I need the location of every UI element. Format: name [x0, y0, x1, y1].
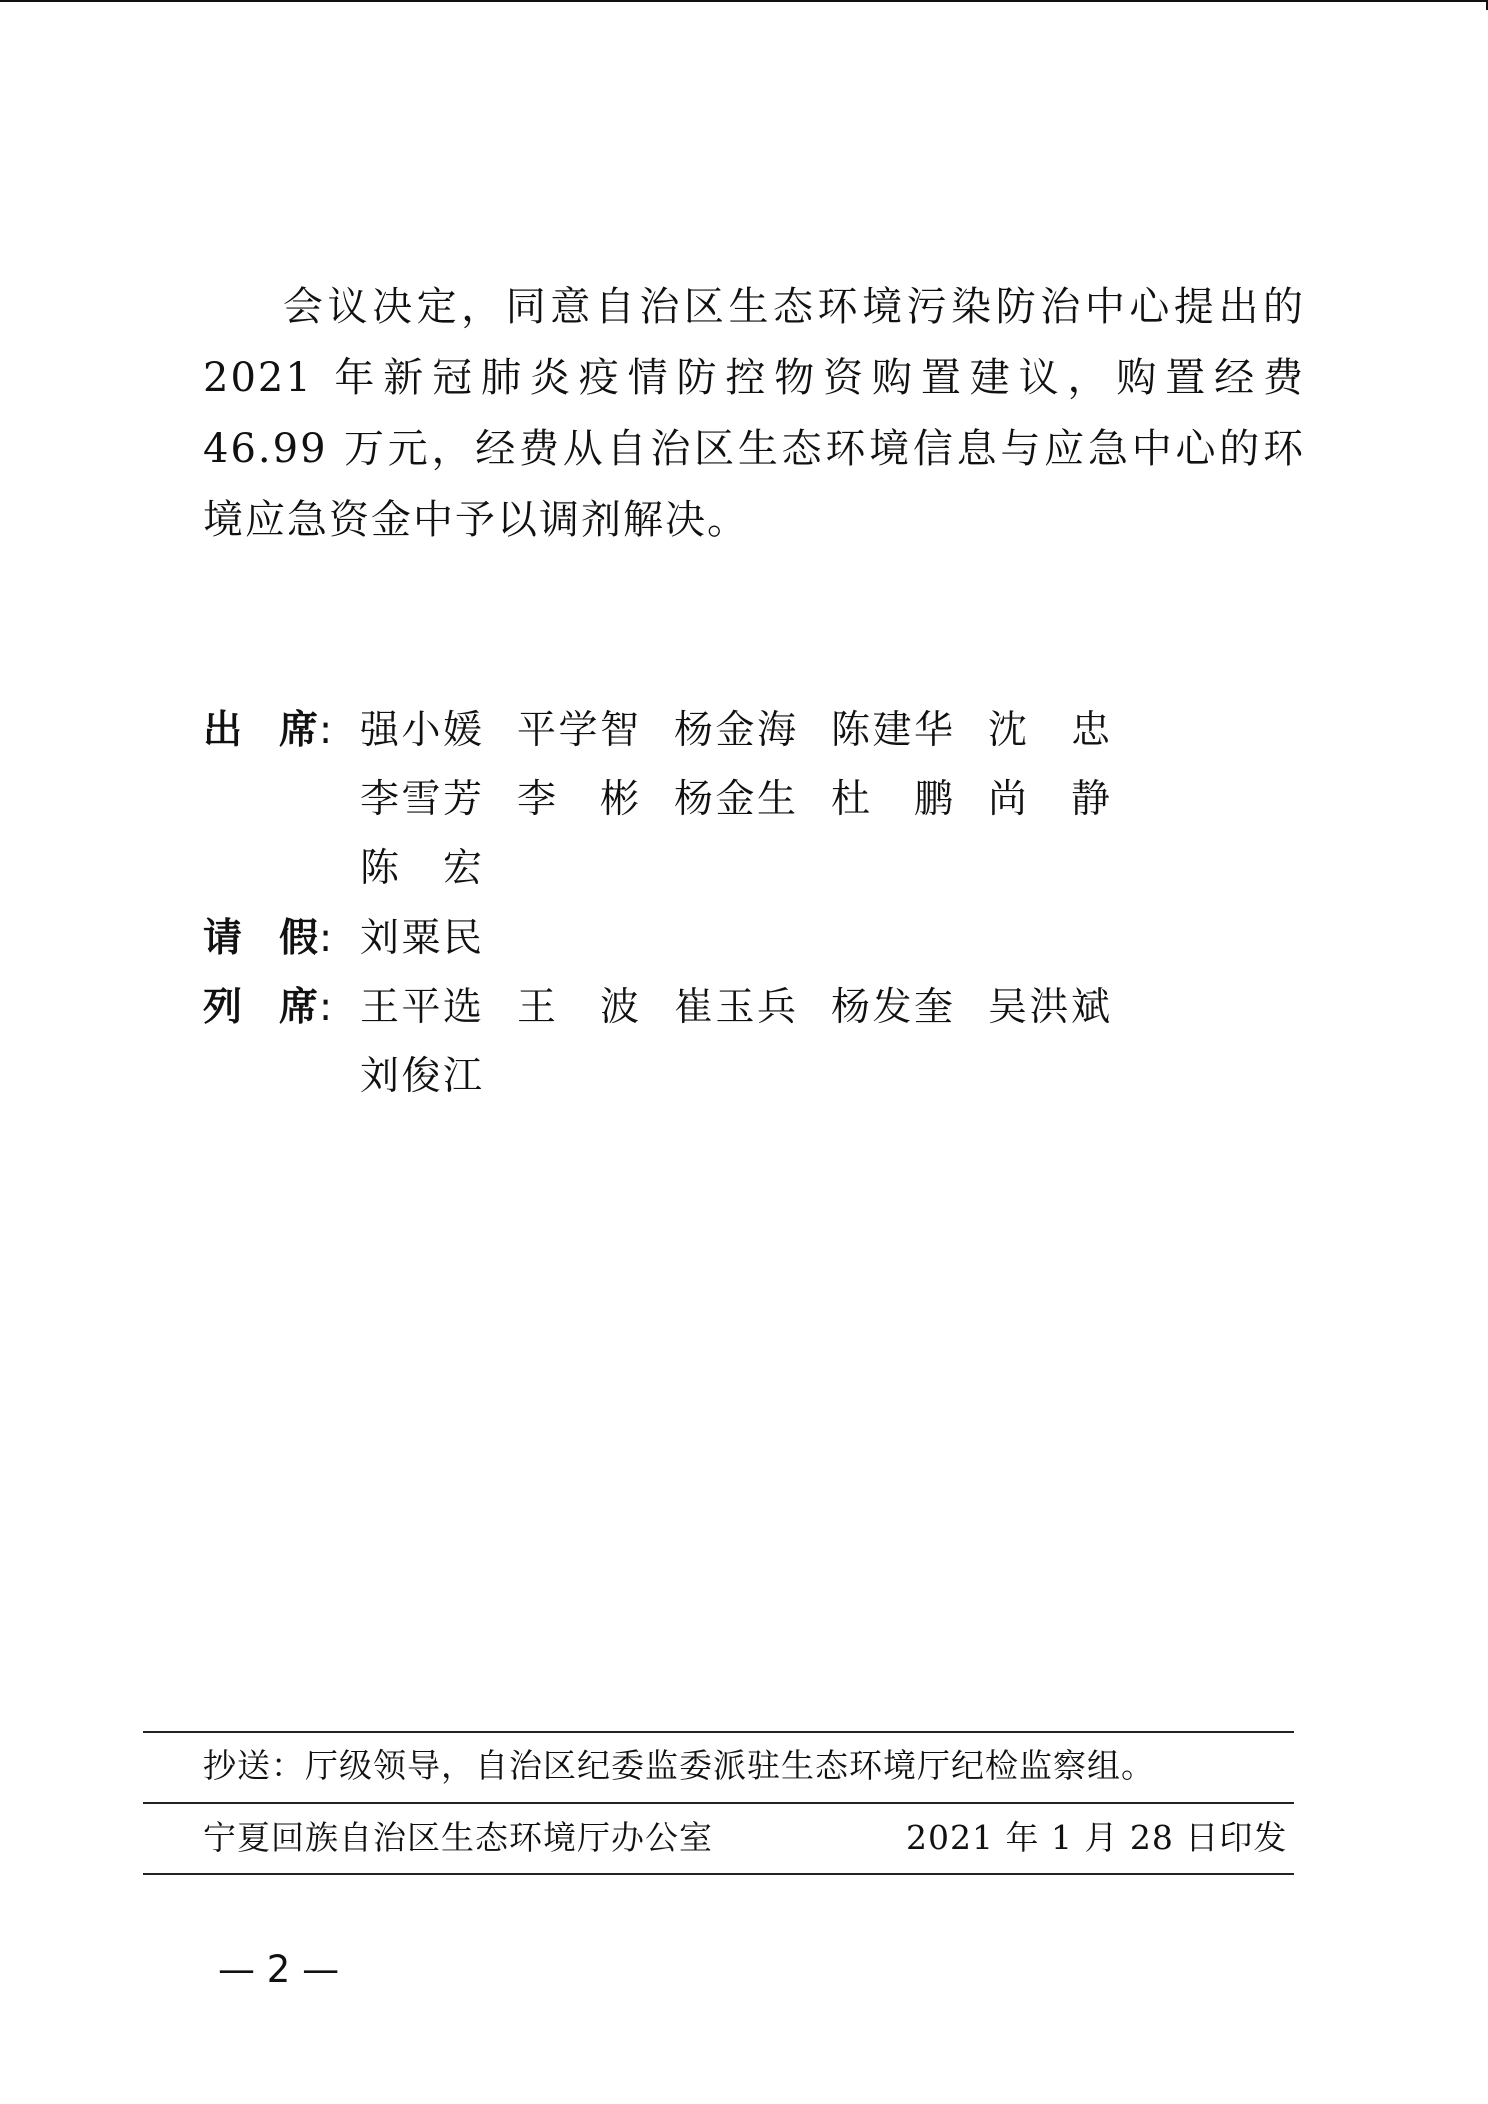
attendee-name: 强 小 媛 — [360, 708, 482, 753]
leave-label-char-2: 假 — [279, 916, 319, 961]
issuing-office: 宁夏回族自治区生态环境厅办公室 — [203, 1818, 713, 1857]
leave-names — [360, 904, 1120, 973]
attendee-name: 崔 玉 兵 — [674, 985, 796, 1030]
attendee-name: 李 彬 — [517, 777, 639, 822]
present-label-char-1: 出 — [203, 708, 243, 753]
observers-label-char-2: 席 — [279, 985, 319, 1030]
attendee-name: 王 波 — [517, 985, 639, 1030]
attendee-name: 刘 粟 民 — [360, 916, 482, 961]
name-row — [360, 834, 1120, 903]
name-row — [360, 765, 1120, 834]
attendee-name: 杨 发 奎 — [831, 985, 953, 1030]
attendee-name: 王 平 选 — [360, 985, 482, 1030]
attendee-name: 沈 忠 — [988, 708, 1110, 753]
footer-top-rule — [143, 1731, 1294, 1733]
leave-label-colon: : — [319, 916, 333, 961]
attendee-name: 尚 静 — [988, 777, 1110, 822]
name-row — [360, 973, 1120, 1042]
page-top-border — [0, 0, 1488, 2]
attendee-name: 杨 金 生 — [674, 777, 796, 822]
observers-label-char-1: 列 — [203, 985, 243, 1030]
attendee-name: 杨 金 海 — [674, 708, 796, 753]
decision-paragraph: 会议决定，同意自治区生态环境污染防治中心提出的 2021 年新冠肺炎疫情防控物资购置建议，购置经费 46.99 万元，经费从自治区生态环境信息与应急中心的环境应急资金中予以调剂解决。 — [203, 284, 1305, 543]
footer-bottom-rule — [143, 1873, 1294, 1875]
observers-names — [360, 973, 1120, 1111]
attendee-name: 刘 俊 江 — [360, 1054, 482, 1099]
present-label-char-2: 席 — [279, 708, 319, 753]
observers-label-colon: : — [319, 985, 333, 1030]
attendee-name: 杜 鹏 — [831, 777, 953, 822]
copy-to-line: 抄送：厅级领导，自治区纪委监委派驻生态环境厅纪检监察组。 — [203, 1746, 1155, 1785]
leave-label-char-1: 请 — [203, 916, 243, 961]
present-label-colon: : — [319, 708, 333, 753]
attendee-name: 陈 建 华 — [831, 708, 953, 753]
attendee-name: 吴 洪 斌 — [988, 985, 1110, 1030]
attendee-name: 陈 宏 — [360, 846, 482, 891]
name-row — [360, 904, 1120, 973]
footer-middle-rule — [143, 1802, 1294, 1804]
attendee-name: 李 雪 芳 — [360, 777, 482, 822]
page-number: — 2 — — [218, 1948, 340, 1991]
present-names — [360, 696, 1120, 903]
issue-date: 2021 年 1 月 28 日印发 — [906, 1818, 1288, 1857]
name-row — [360, 696, 1120, 765]
attendee-name: 平 学 智 — [517, 708, 639, 753]
name-row — [360, 1042, 1120, 1111]
